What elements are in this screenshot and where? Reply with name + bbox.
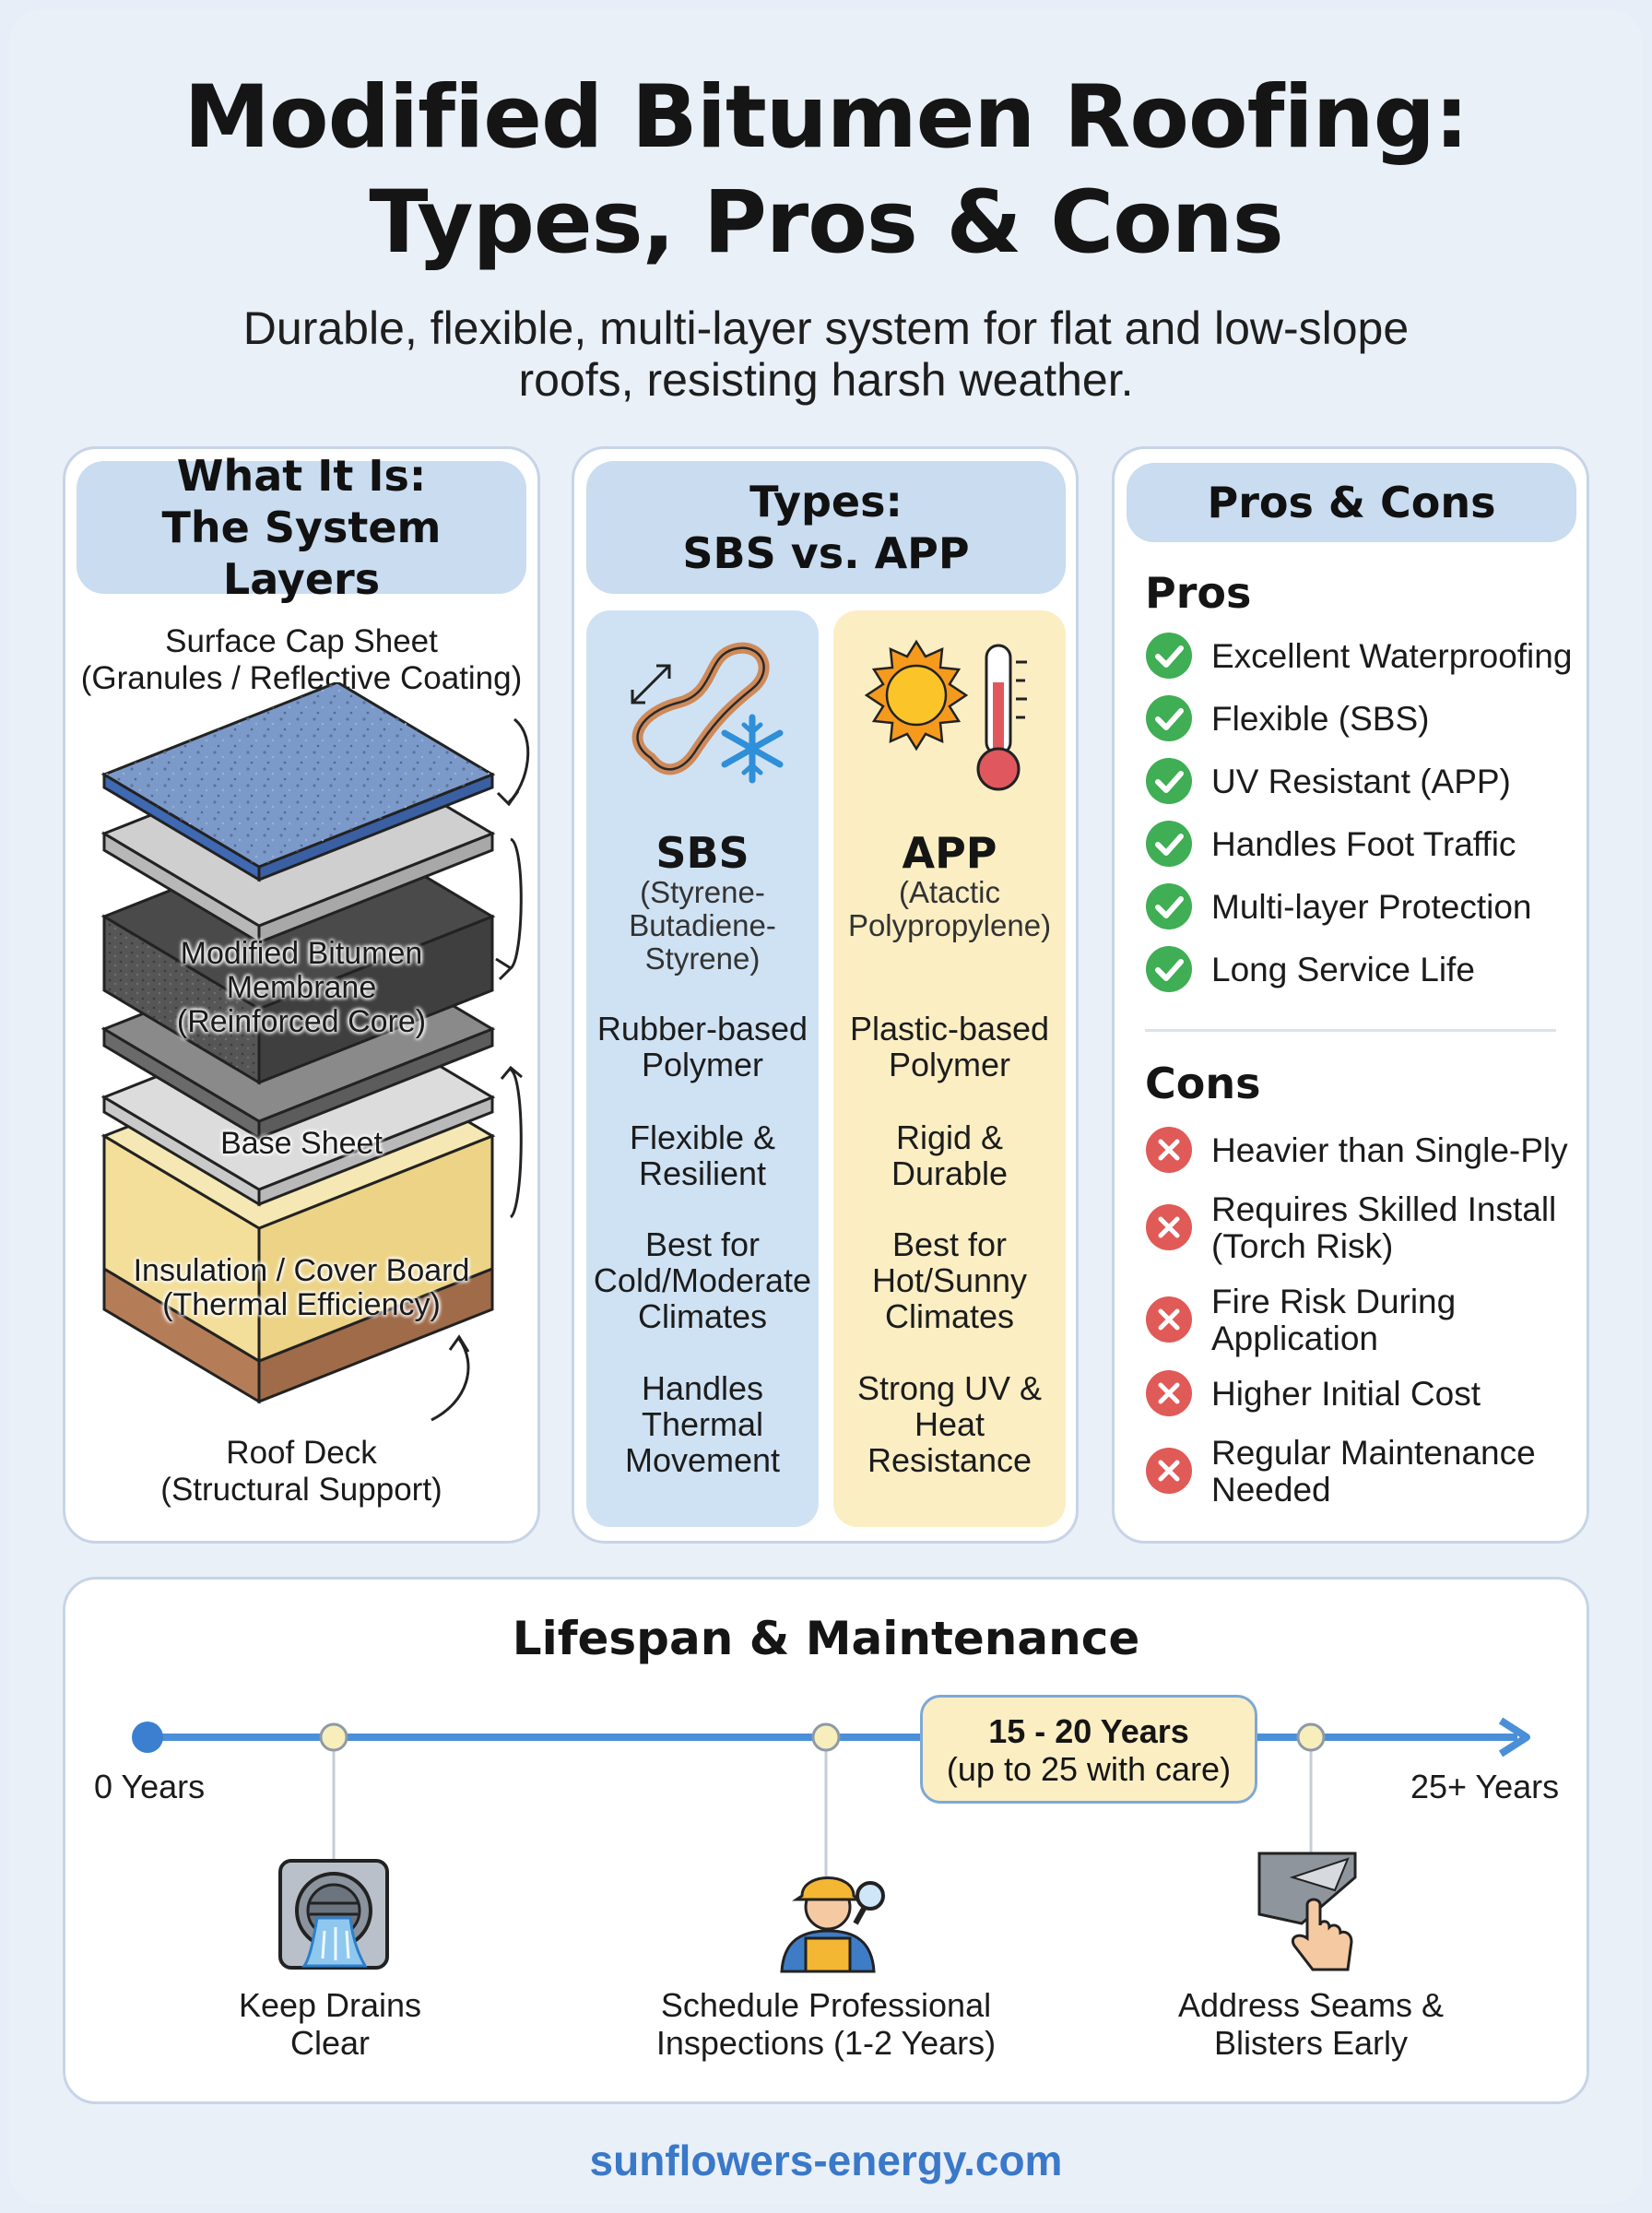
check-icon	[1145, 632, 1193, 680]
snowflake-icon	[725, 717, 780, 780]
con-item-line-1: Regular Maintenance	[1211, 1434, 1536, 1472]
deck-arrow-head	[450, 1337, 468, 1352]
cap-sheet-title: Surface Cap Sheet	[165, 623, 438, 659]
app-property-4-line-1: Strong UV &	[856, 1369, 1043, 1407]
membrane-label	[72, 937, 531, 1039]
app-title: APP	[902, 828, 997, 878]
tip-inspections-line-1: Schedule Professional	[660, 1986, 992, 2024]
sbs-property-2-line-1: Flexible &	[629, 1118, 776, 1156]
tip-seams	[1127, 1986, 1495, 2062]
sbs-property-4	[586, 1370, 819, 1478]
check-icon	[1145, 882, 1193, 930]
proscons-heading: Pros & Cons	[1127, 463, 1576, 542]
timeline-start-label: 0 Years	[94, 1768, 206, 1805]
base-bracket-head	[502, 1068, 522, 1079]
cross-icon	[1145, 1296, 1193, 1343]
roof-layers-illustration	[63, 682, 540, 1448]
sbs-fullname-line-1: (Styrene-	[640, 875, 765, 909]
cap-sheet-desc: (Granules / Reflective Coating)	[80, 660, 523, 696]
insulation-label-line-1: Insulation / Cover Board	[133, 1253, 470, 1288]
inspector-icon	[763, 1853, 892, 1975]
timeline-marker-3	[1298, 1724, 1324, 1750]
insulation-label-line-2: (Thermal Efficiency)	[162, 1287, 441, 1322]
app-property-1-line-2: Polymer	[888, 1046, 1011, 1083]
layers-panel-heading	[77, 451, 526, 604]
membrane-label-line-3: (Reinforced Core)	[176, 1004, 427, 1039]
con-item-line-1: Higher Initial Cost	[1211, 1375, 1481, 1413]
con-item-label	[1211, 1435, 1635, 1509]
timeline-marker-1	[321, 1724, 347, 1750]
sbs-property-3-line-3: Climates	[637, 1297, 768, 1335]
check-icon	[1145, 757, 1193, 805]
page-title-line-2: Types, Pros & Cons	[369, 172, 1283, 273]
rubber-band-snowflake-icon	[614, 638, 798, 795]
sbs-property-3-line-1: Best for	[644, 1225, 761, 1263]
deck-arrow	[431, 1339, 468, 1420]
membrane-label-line-1: Modified Bitumen	[180, 936, 423, 971]
cross-icon	[1145, 1447, 1193, 1495]
seam-repair-icon	[1256, 1850, 1359, 1975]
lifespan-title: Lifespan & Maintenance	[512, 1612, 1140, 1665]
app-fullname	[833, 876, 1066, 942]
lifespan-callout	[920, 1695, 1257, 1804]
types-heading-line-1: Types:	[749, 477, 903, 527]
page-title-line-1: Modified Bitumen Roofing:	[183, 67, 1469, 168]
app-property-3-line-3: Climates	[884, 1297, 1015, 1335]
con-item-line-1: Heavier than Single-Ply	[1211, 1131, 1568, 1169]
app-property-3-line-2: Hot/Sunny	[871, 1261, 1028, 1299]
timeline-marker-2	[813, 1724, 839, 1750]
sbs-property-1	[586, 1011, 819, 1083]
check-icon	[1145, 694, 1193, 742]
thermometer-icon	[978, 645, 1027, 789]
con-item-label	[1211, 1284, 1635, 1357]
sbs-title: SBS	[655, 828, 749, 878]
tip-drains-line-2: Clear	[289, 2024, 371, 2062]
app-column	[833, 610, 1066, 1527]
sbs-property-4-line-3: Movement	[624, 1441, 781, 1479]
pro-item-label: Flexible (SBS)	[1211, 700, 1430, 738]
sbs-property-2	[586, 1119, 819, 1191]
tip-seams-line-1: Address Seams &	[1177, 1986, 1445, 2024]
drain-icon	[277, 1857, 391, 1971]
lifespan-callout-years: 15 - 20 Years	[988, 1712, 1189, 1750]
layers-heading-line-1: What It Is:	[176, 451, 427, 501]
app-fullname-line-1: (Atactic	[898, 875, 1001, 909]
con-item-label	[1211, 1132, 1635, 1169]
cross-icon	[1145, 1126, 1193, 1174]
sbs-fullname-line-3: Styrene)	[644, 941, 761, 976]
timeline-end-label: 25+ Years	[1410, 1768, 1560, 1805]
pro-item-label: Excellent Waterproofing	[1211, 637, 1573, 675]
con-item-line-2: (Torch Risk)	[1211, 1227, 1394, 1265]
check-icon	[1145, 945, 1193, 993]
roof-deck-desc: (Structural Support)	[160, 1472, 442, 1508]
subtitle-line-1: Durable, flexible, multi-layer system for flat and low-slope	[242, 302, 1410, 354]
app-property-4	[833, 1370, 1066, 1478]
cap-arrow	[509, 719, 528, 802]
subtitle-line-2: roofs, resisting harsh weather.	[518, 354, 1134, 406]
app-property-2-line-1: Rigid &	[895, 1118, 1004, 1156]
app-property-1-line-1: Plastic-based	[849, 1010, 1050, 1047]
sbs-fullname-line-2: Butadiene-	[629, 908, 776, 942]
stretch-arrow-icon	[632, 666, 669, 703]
sbs-property-3	[586, 1226, 819, 1334]
sbs-property-1-line-1: Rubber-based	[596, 1010, 808, 1047]
sbs-property-2-line-2: Resilient	[638, 1154, 767, 1192]
con-item-label	[1211, 1376, 1635, 1413]
cross-icon	[1145, 1369, 1193, 1417]
base-sheet-label: Base Sheet	[220, 1126, 383, 1161]
types-panel-heading	[586, 461, 1066, 594]
con-item-line-2: Application	[1211, 1320, 1379, 1357]
tip-inspections	[614, 1986, 1038, 2062]
sun-icon	[867, 642, 966, 749]
con-item-line-1: Requires Skilled Install	[1211, 1190, 1557, 1228]
app-property-1	[833, 1011, 1066, 1083]
pro-item-label: Long Service Life	[1211, 951, 1475, 988]
lifespan-callout-note: (up to 25 with care)	[946, 1750, 1232, 1788]
app-property-2-line-2: Durable	[891, 1154, 1009, 1192]
pro-item-label: UV Resistant (APP)	[1211, 763, 1511, 800]
con-item-label	[1211, 1191, 1635, 1265]
app-property-4-line-2: Heat	[914, 1405, 985, 1443]
roof-deck-title: Roof Deck	[226, 1435, 377, 1471]
con-item-line-1: Fire Risk During	[1211, 1283, 1457, 1320]
cross-icon	[1145, 1203, 1193, 1251]
cons-title: Cons	[1145, 1059, 1261, 1108]
types-heading-line-2: SBS vs. APP	[682, 528, 970, 578]
tip-drains	[173, 1986, 487, 2062]
sbs-property-4-line-2: Thermal	[641, 1405, 764, 1443]
insulation-label	[72, 1254, 531, 1322]
roof-deck-label	[72, 1435, 531, 1509]
pros-cons-divider	[1145, 1029, 1556, 1032]
timeline-start-dot	[132, 1722, 163, 1753]
sbs-property-1-line-2: Polymer	[641, 1046, 764, 1083]
membrane-label-line-2: Membrane	[226, 970, 377, 1005]
sun-thermometer-icon	[861, 638, 1045, 795]
con-item-line-2: Needed	[1211, 1471, 1331, 1509]
sbs-property-4-line-1: Handles	[641, 1369, 764, 1407]
footer-website[interactable]: sunflowers-energy.com	[589, 2136, 1063, 2184]
tip-seams-line-2: Blisters Early	[1213, 2024, 1409, 2062]
sbs-column	[586, 610, 819, 1527]
cap-arrow-head	[498, 791, 518, 804]
tip-inspections-line-2: Inspections (1-2 Years)	[655, 2024, 997, 2062]
sbs-fullname	[586, 876, 819, 976]
pro-item-label: Multi-layer Protection	[1211, 888, 1532, 926]
app-property-3	[833, 1226, 1066, 1334]
pros-title: Pros	[1145, 568, 1252, 618]
app-property-2	[833, 1119, 1066, 1191]
sbs-property-3-line-2: Cold/Moderate	[593, 1261, 812, 1299]
app-fullname-line-2: Polypropylene)	[847, 908, 1052, 942]
pro-item-label: Handles Foot Traffic	[1211, 825, 1516, 863]
app-property-3-line-1: Best for	[891, 1225, 1008, 1263]
tip-drains-line-1: Keep Drains	[238, 1986, 422, 2024]
check-icon	[1145, 820, 1193, 868]
app-property-4-line-3: Resistance	[867, 1441, 1032, 1479]
layers-heading-line-2: The System Layers	[161, 503, 442, 604]
